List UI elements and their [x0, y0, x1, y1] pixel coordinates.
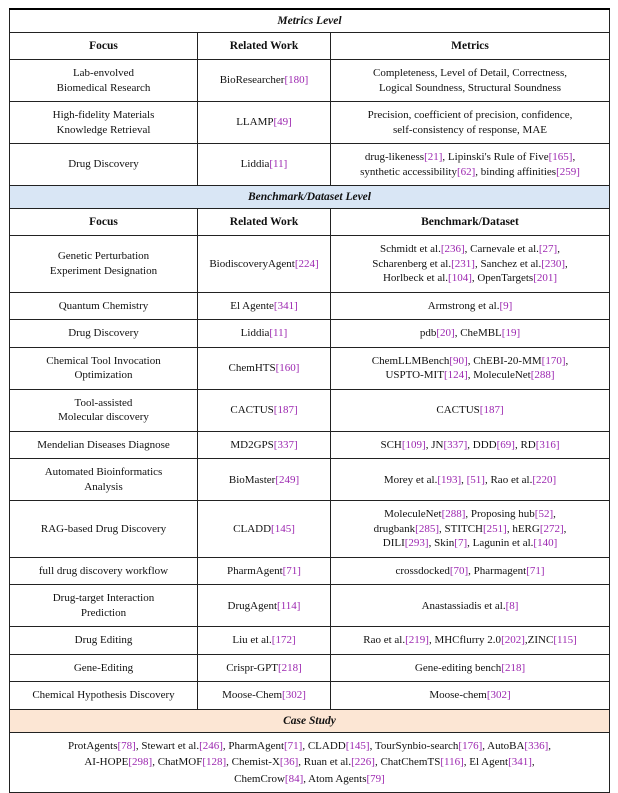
section-band-row — [10, 9, 610, 33]
table-row — [10, 389, 610, 431]
table-row — [10, 682, 610, 710]
citation-link[interactable]: [20] — [436, 327, 455, 340]
citation-link[interactable]: [172] — [271, 634, 296, 647]
case-study-row — [10, 732, 610, 793]
citation-link[interactable]: [109] — [401, 438, 426, 451]
detail-cell: Moose-chem[302] — [331, 682, 610, 710]
related-work-cell: CACTUS[187] — [198, 389, 331, 431]
citation-link[interactable]: [71] — [526, 564, 545, 577]
citation-link[interactable]: [104] — [448, 272, 472, 285]
table-row — [10, 557, 610, 585]
focus-cell: Drug-target Interaction Prediction — [10, 585, 198, 627]
detail-cell: Precision, coefficient of precision, confidence, self-consistency of response, MAE — [331, 102, 610, 144]
table-row — [10, 292, 610, 320]
citation-link[interactable]: [288] — [441, 508, 466, 521]
citation-link[interactable]: [259] — [556, 165, 580, 178]
focus-cell: full drug discovery workflow — [10, 557, 198, 585]
related-work-cell: BioMaster[249] — [198, 459, 331, 501]
focus-cell: Lab-envolved Biomedical Research — [10, 60, 198, 102]
focus-cell: High-fidelity Materials Knowledge Retrieval — [10, 102, 198, 144]
column-header-row — [10, 209, 610, 236]
detail-cell: Armstrong et al.[9] — [331, 292, 610, 320]
related-work-cell: DrugAgent[114] — [198, 585, 331, 627]
citation-link[interactable]: [219] — [405, 634, 429, 647]
detail-cell: CACTUS[187] — [331, 389, 610, 431]
survey-table — [9, 8, 610, 793]
focus-cell: Drug Discovery — [10, 144, 198, 186]
citation-link[interactable]: [27] — [538, 243, 558, 256]
table-row — [10, 144, 610, 186]
table-body — [10, 9, 610, 793]
focus-cell: Tool-assisted Molecular discovery — [10, 389, 198, 431]
detail-cell: crossdocked[70], Pharmagent[71] — [331, 557, 610, 585]
citation-link[interactable]: [246] — [199, 739, 223, 752]
table-row — [10, 236, 610, 293]
citation-link[interactable]: [201] — [533, 272, 558, 285]
citation-link[interactable]: [337] — [273, 438, 298, 451]
citation-link[interactable]: [52] — [534, 508, 554, 521]
citation-link[interactable]: [36] — [279, 756, 299, 769]
section-band-row — [10, 709, 610, 732]
detail-cell: Completeness, Level of Detail, Correctness, Logical Soundness, Structural Soundness — [331, 60, 610, 102]
citation-link[interactable]: [302] — [282, 689, 306, 702]
citation-link[interactable]: [236] — [440, 243, 465, 256]
citation-link[interactable]: [218] — [277, 661, 302, 674]
citation-link[interactable]: [145] — [345, 739, 370, 752]
citation-link[interactable]: [70] — [449, 564, 469, 577]
focus-cell: Automated Bioinformatics Analysis — [10, 459, 198, 501]
citation-link[interactable]: [272] — [539, 522, 564, 535]
focus-cell: Genetic Perturbation Experiment Designation — [10, 236, 198, 293]
detail-cell: SCH[109], JN[337], DDD[69], RD[316] — [331, 431, 610, 459]
citation-link[interactable]: [71] — [282, 564, 301, 577]
table-row — [10, 585, 610, 627]
focus-cell: Chemical Tool Invocation Optimization — [10, 347, 198, 389]
citation-link[interactable]: [218] — [501, 661, 526, 674]
citation-link[interactable]: [160] — [275, 361, 300, 374]
table-row — [10, 627, 610, 655]
citation-link[interactable]: [69] — [496, 438, 515, 451]
citation-link[interactable]: [226] — [351, 756, 375, 769]
table-row — [10, 654, 610, 682]
section-title-case-study: Case Study — [10, 709, 610, 732]
table-row — [10, 501, 610, 558]
citation-link[interactable]: [336] — [524, 739, 549, 752]
table-row — [10, 459, 610, 501]
citation-link[interactable]: [341] — [508, 756, 532, 769]
related-work-cell: LLAMP[49] — [198, 102, 331, 144]
citation-link[interactable]: [302] — [486, 689, 511, 702]
focus-cell: Quantum Chemistry — [10, 292, 198, 320]
related-work-cell: CLADD[145] — [198, 501, 331, 558]
citation-link[interactable]: [180] — [284, 74, 309, 87]
citation-link[interactable]: [220] — [532, 473, 557, 486]
citation-link[interactable]: [288] — [530, 369, 555, 382]
section-title-metrics-level: Metrics Level — [10, 9, 610, 33]
citation-link[interactable]: [114] — [277, 599, 301, 612]
focus-cell: Drug Editing — [10, 627, 198, 655]
column-header: Related Work — [198, 33, 331, 60]
table-row — [10, 431, 610, 459]
focus-cell: Chemical Hypothesis Discovery — [10, 682, 198, 710]
citation-link[interactable]: [176] — [458, 739, 483, 752]
citation-link[interactable]: [145] — [271, 522, 295, 535]
citation-link[interactable]: [251] — [482, 522, 507, 535]
related-work-cell: BiodiscoveryAgent[224] — [198, 236, 331, 293]
detail-cell: Anastassiadis et al.[8] — [331, 585, 610, 627]
citation-link[interactable]: [115] — [553, 634, 577, 647]
detail-cell: pdb[20], CheMBL[19] — [331, 320, 610, 348]
citation-link[interactable]: [71] — [284, 739, 303, 752]
related-work-cell: Crispr-GPT[218] — [198, 654, 331, 682]
focus-cell: Mendelian Diseases Diagnose — [10, 431, 198, 459]
related-work-cell: ChemHTS[160] — [198, 347, 331, 389]
citation-link[interactable]: [224] — [294, 257, 319, 270]
column-header: Focus — [10, 209, 198, 236]
citation-link[interactable]: [124] — [443, 369, 468, 382]
citation-link[interactable]: [21] — [424, 151, 443, 164]
related-work-cell: PharmAgent[71] — [198, 557, 331, 585]
table-row — [10, 320, 610, 348]
citation-link[interactable]: [316] — [535, 438, 560, 451]
citation-link[interactable]: [170] — [541, 354, 566, 367]
table-row — [10, 102, 610, 144]
related-work-cell: Liddia[11] — [198, 320, 331, 348]
citation-link[interactable]: [11] — [269, 327, 288, 340]
citation-link[interactable]: [337] — [443, 438, 468, 451]
focus-cell: RAG-based Drug Discovery — [10, 501, 198, 558]
related-work-cell: El Agente[341] — [198, 292, 331, 320]
section-band-row — [10, 186, 610, 209]
column-header-row — [10, 33, 610, 60]
detail-cell: Schmidt et al.[236], Carnevale et al.[27], Scharenberg et al.[231], Sanchez et al.[230], Horlbeck et al.[104], OpenTargets[201] — [331, 236, 610, 293]
citation-link[interactable]: [11] — [269, 158, 288, 171]
citation-link[interactable]: [249] — [275, 473, 300, 486]
column-header: Related Work — [198, 209, 331, 236]
citation-link[interactable]: [78] — [117, 739, 136, 752]
citation-link[interactable]: [341] — [273, 299, 298, 312]
column-header: Benchmark/Dataset — [331, 209, 610, 236]
related-work-cell: Liu et al.[172] — [198, 627, 331, 655]
citation-link[interactable]: [285] — [415, 522, 439, 535]
detail-cell: Rao et al.[219], MHCflurry 2.0[202],ZINC[115] — [331, 627, 610, 655]
citation-link[interactable]: [84] — [284, 772, 304, 785]
citation-link[interactable]: [116] — [440, 756, 464, 769]
citation-link[interactable]: [128] — [202, 756, 227, 769]
citation-link[interactable]: [298] — [128, 756, 153, 769]
citation-link[interactable]: [193] — [437, 473, 462, 486]
citation-link[interactable]: [49] — [273, 116, 292, 129]
focus-cell: Drug Discovery — [10, 320, 198, 348]
table-row — [10, 347, 610, 389]
case-study-text: ProtAgents[78], Stewart et al.[246], PharmAgent[71], CLADD[145], TourSynbio-search[176], AutoBA[336], AI-HOPE[298], ChatMOF[128], Chemist-X[36], Ruan et al.[226], ChatChemTS[116], El Agent[341], ChemCrow[84], Atom Agents[79] — [10, 732, 610, 793]
citation-link[interactable]: [140] — [533, 537, 558, 550]
citation-link[interactable]: [9] — [499, 299, 513, 312]
related-work-cell: MD2GPS[337] — [198, 431, 331, 459]
citation-link[interactable]: [293] — [404, 537, 429, 550]
citation-link[interactable]: [62] — [456, 165, 476, 178]
citation-link[interactable]: [230] — [541, 257, 566, 270]
section-title-benchmark-dataset-level: Benchmark/Dataset Level — [10, 186, 610, 209]
citation-link[interactable]: [187] — [479, 403, 504, 416]
citation-link[interactable]: [231] — [451, 257, 475, 270]
citation-link[interactable]: [19] — [501, 327, 521, 340]
detail-cell: Morey et al.[193], [51], Rao et al.[220] — [331, 459, 610, 501]
related-work-cell: Liddia[11] — [198, 144, 331, 186]
related-work-cell: Moose-Chem[302] — [198, 682, 331, 710]
related-work-cell: BioResearcher[180] — [198, 60, 331, 102]
citation-link[interactable]: [187] — [273, 403, 298, 416]
citation-link[interactable]: [165] — [548, 151, 573, 164]
column-header: Focus — [10, 33, 198, 60]
citation-link[interactable]: [51] — [466, 473, 485, 486]
detail-cell: ChemLLMBench[90], ChEBI-20-MM[170], USPTO-MIT[124], MoleculeNet[288] — [331, 347, 610, 389]
citation-link[interactable]: [79] — [366, 772, 385, 785]
citation-link[interactable]: [90] — [449, 354, 468, 367]
detail-cell: MoleculeNet[288], Proposing hub[52], drugbank[285], STITCH[251], hERG[272], DILI[293], Skin[7], Lagunin et al.[140] — [331, 501, 610, 558]
detail-cell: drug-likeness[21], Lipinski's Rule of Five[165], synthetic accessibility[62], binding affinities[259] — [331, 144, 610, 186]
table-row — [10, 60, 610, 102]
citation-link[interactable]: [8] — [505, 599, 519, 612]
column-header: Metrics — [331, 33, 610, 60]
citation-link[interactable]: [7] — [454, 537, 468, 550]
citation-link[interactable]: [202] — [501, 634, 525, 647]
detail-cell: Gene-editing bench[218] — [331, 654, 610, 682]
focus-cell: Gene-Editing — [10, 654, 198, 682]
